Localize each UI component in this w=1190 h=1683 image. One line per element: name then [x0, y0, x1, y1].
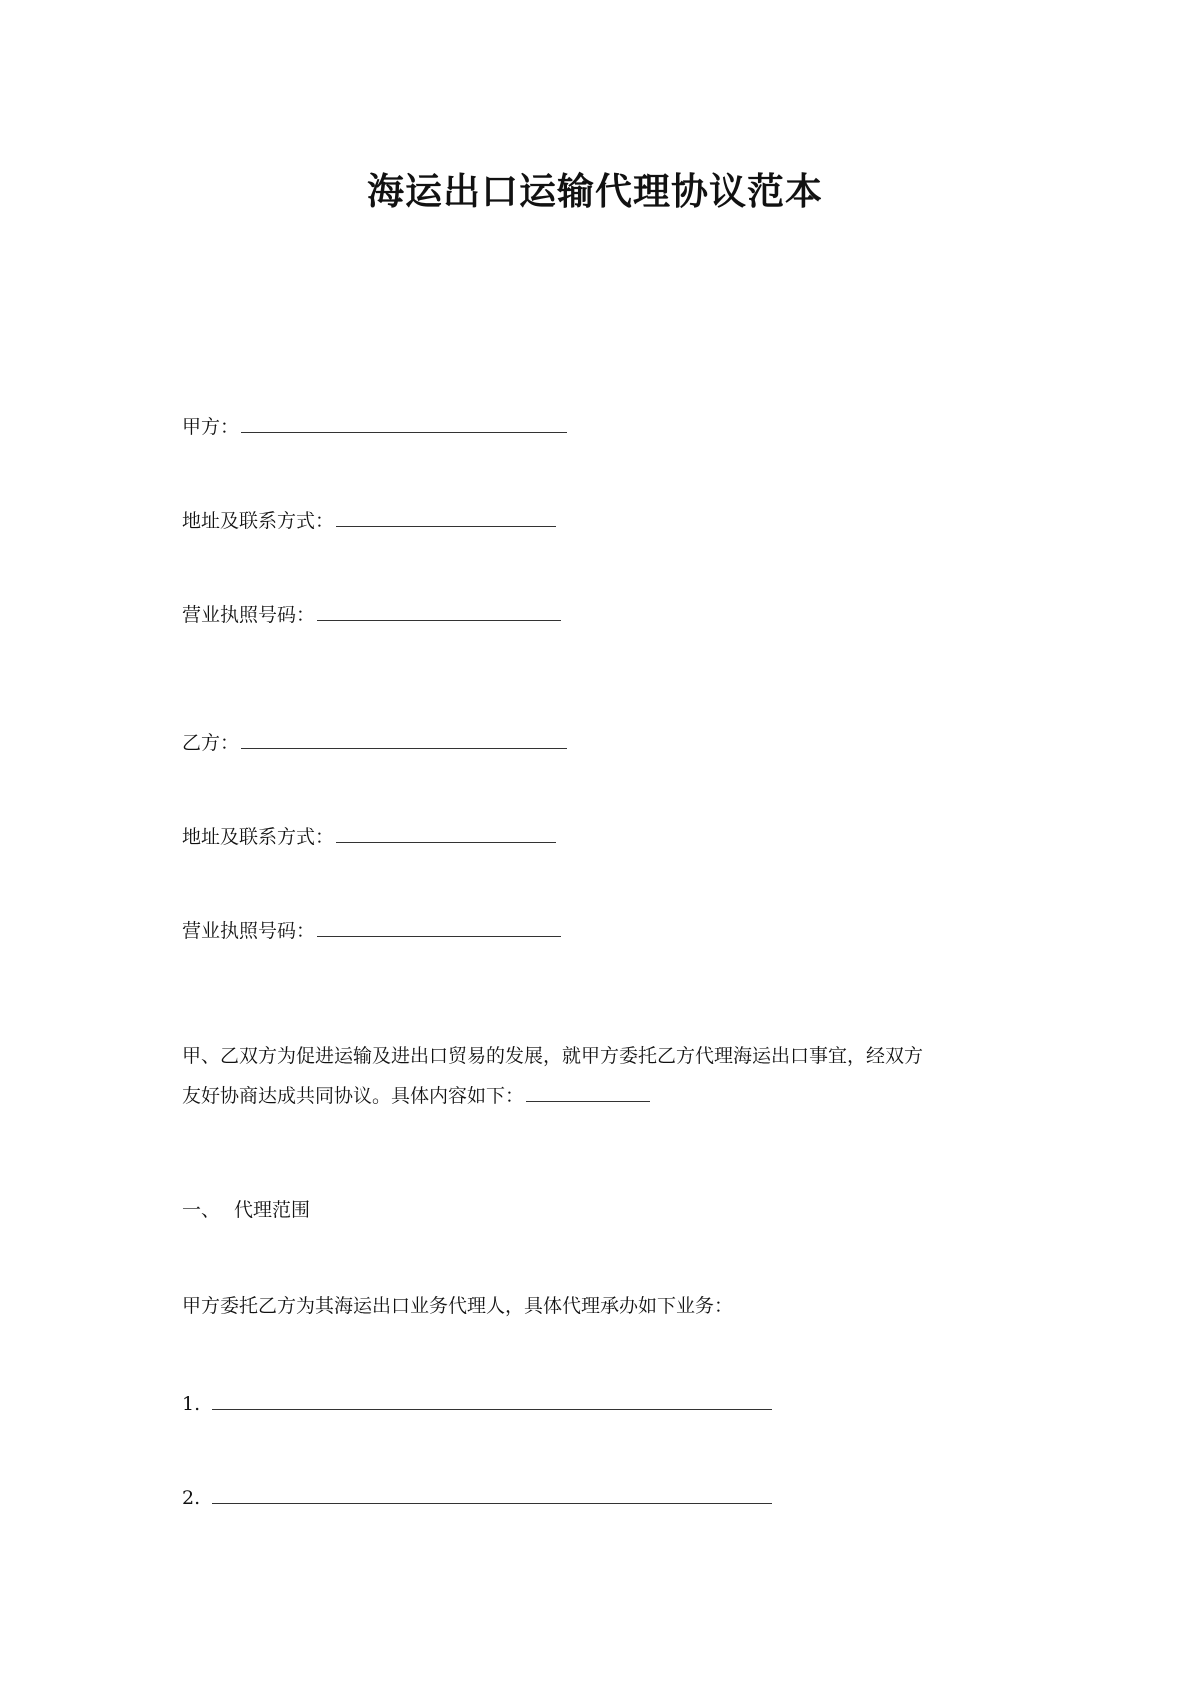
list-item-number: 2.	[182, 1487, 201, 1509]
party-b-license-line	[182, 916, 561, 944]
preamble-paragraph	[182, 1036, 1022, 1116]
party-b-license-blank[interactable]	[317, 916, 561, 937]
list-item-number: 1.	[182, 1393, 201, 1415]
section-1-number: 一、	[182, 1199, 221, 1221]
preamble-line-2-text: 友好协商达成共同协议。具体内容如下：	[182, 1085, 525, 1107]
list-item	[182, 1483, 772, 1511]
party-b-name-blank[interactable]	[241, 728, 567, 749]
party-a-name-line	[182, 412, 567, 440]
list-item	[182, 1389, 772, 1417]
party-b-name-line	[182, 728, 567, 756]
list-item-blank[interactable]	[212, 1389, 772, 1410]
party-a-address-label: 地址及联系方式：	[182, 510, 335, 532]
party-b-address-line	[182, 822, 556, 850]
party-a-license-line	[182, 600, 561, 628]
party-b-address-label: 地址及联系方式：	[182, 826, 335, 848]
preamble-line-2	[182, 1076, 1022, 1116]
section-1-intro: 甲方委托乙方为其海运出口业务代理人，具体代理承办如下业务：	[182, 1295, 734, 1317]
party-b-address-blank[interactable]	[336, 822, 556, 843]
party-a-license-label: 营业执照号码：	[182, 604, 316, 626]
section-1-heading	[182, 1197, 310, 1223]
preamble-line-1: 甲、乙双方为促进运输及进出口贸易的发展，就甲方委托乙方代理海运出口事宜，经双方	[182, 1045, 924, 1067]
party-a-address-blank[interactable]	[336, 506, 556, 527]
section-1-title: 代理范围	[234, 1199, 311, 1221]
party-a-name-blank[interactable]	[241, 412, 567, 433]
party-a-address-line	[182, 506, 556, 534]
list-item-blank[interactable]	[212, 1483, 772, 1504]
document-title: 海运出口运输代理协议范本	[367, 169, 823, 213]
party-b-license-label: 营业执照号码：	[182, 920, 316, 942]
preamble-blank[interactable]	[526, 1081, 650, 1102]
party-b-name-label: 乙方：	[182, 732, 240, 754]
party-a-license-blank[interactable]	[317, 600, 561, 621]
party-a-name-label: 甲方：	[182, 416, 240, 438]
